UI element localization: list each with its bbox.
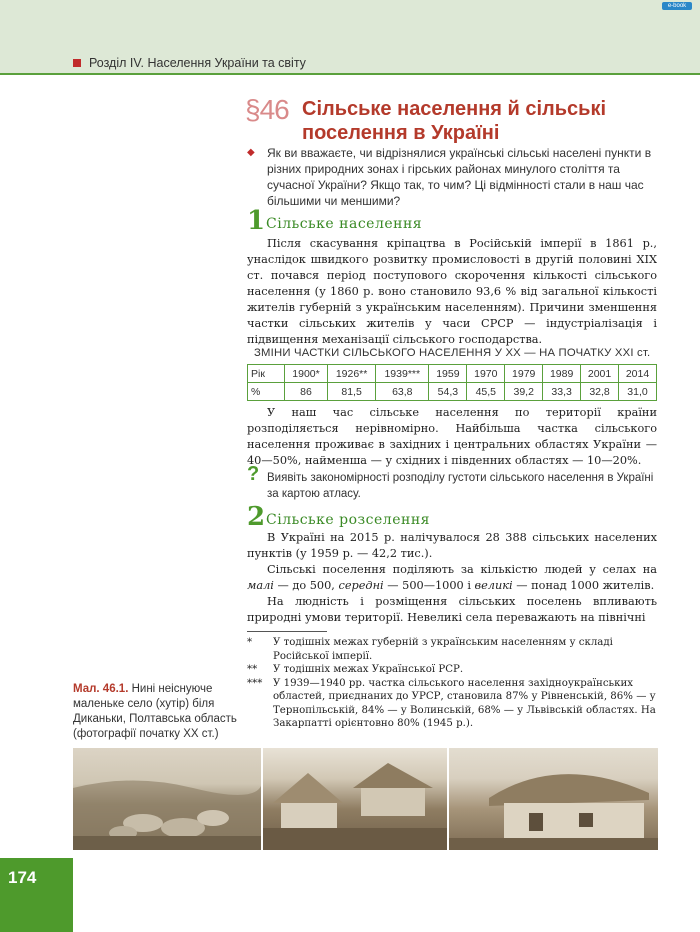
figure-caption: Мал. 46.1. Нині неіснуюче маленьке село (хутір) біля Диканьки, Полтавська область (фотографії початку XX ст.) bbox=[73, 683, 237, 740]
section2-number: 2 bbox=[247, 502, 266, 532]
header-rule bbox=[0, 73, 700, 75]
section-title: Розділ IV. Населення України та світу bbox=[73, 56, 306, 70]
table-row-values: % 86 81,5 63,8 54,3 45,5 39,2 33,3 32,8 31,0 bbox=[248, 383, 657, 401]
village-photo-1 bbox=[73, 748, 261, 850]
village-photo-2 bbox=[263, 748, 447, 850]
section2-title: Сільське розселення bbox=[266, 512, 430, 528]
publisher-logo: e-book bbox=[662, 2, 692, 10]
footnote: ** У тодішніх межах Української РСР. bbox=[247, 664, 464, 675]
diamond-bullet-icon: ◆ bbox=[247, 147, 255, 158]
section1-title: Сільське населення bbox=[266, 216, 423, 232]
village-photo-3 bbox=[449, 748, 658, 850]
footnote: *** У 1939—1940 рр. частка сільського населення західноукраїнських областей, приєднаних до УРСР, становила 87% у Рівненській, 86% — у Тернопільській, 84% — у Волинській, 68% — у Львівській областях. На Закарпатті орієнтовно 80% (1945 р.). bbox=[247, 677, 656, 729]
section1-number: 1 bbox=[247, 206, 266, 236]
question-2: ? Виявіть закономірності розподілу густоти сільського населення в Україні за картою атласу. bbox=[247, 463, 654, 500]
village-photo-2-drawing bbox=[263, 748, 447, 850]
rural-share-table bbox=[247, 364, 657, 401]
table-row-years: Рік 1900* 1926** 1939*** 1959 1970 1979 1989 2001 2014 bbox=[248, 365, 657, 383]
table-caption: ЗМІНИ ЧАСТКИ СІЛЬСЬКОГО НАСЕЛЕННЯ У XX — НА ПОЧАТКУ XXI ст. bbox=[254, 347, 651, 359]
section-marker-icon bbox=[73, 59, 81, 67]
footnotes bbox=[247, 636, 659, 731]
village-photo-3-drawing bbox=[449, 748, 658, 850]
footnote-divider bbox=[247, 631, 327, 632]
intro-question: ◆ Як ви вважаєте, чи відрізнялися українські сільські населені пункти в різних природних зонах і гірських районах минулого століття та сучасної України? Якщо так, то чим? Ці відмінності стали в наш час більшими чи меншими? bbox=[247, 146, 652, 208]
page-title: Сільське населення й сільські поселення в Україні bbox=[302, 98, 607, 144]
village-photo-1-drawing bbox=[73, 748, 261, 850]
section2-text: В Україні на 2015 р. налічувалося 28 388 сільських населених пунктів (у 1959 р. — 42,2 тис.). Сільські поселення поділяють за кількістю людей у селах на малі — до 500, середні — 500—1000 і великі — понад 1000 жителів. На людність і розміщення сільських поселень впливають природні умови території. Невеликі села переважають на північні bbox=[247, 531, 657, 624]
page-number: 174 bbox=[8, 868, 37, 887]
question-mark-icon: ? bbox=[247, 463, 260, 485]
section1-text-2: У наш час сільське населення по території країни розподіляється нерівномірно. Найбільша частка сільського населення проживає в західних і центральних областях України — 40—50%, найменша — у східних і південних областях — 10—20%. bbox=[247, 406, 657, 467]
section1-text: Після скасування кріпацтва в Російській імперії в 1861 р., унаслідок швидкого розвитку промисловості в другій половині XIX ст. почався період поступового скорочення кількості сільського населення (у 1860 р. воно становило 93,6 % від загальної кількості жителів губерній з українським населенням). Причини зменшення частки сільських жителів у часи СРСР — індустріалізація і підвищення механізації сільського господарства. bbox=[247, 237, 657, 346]
footnote: * У тодішніх межах губерній з українським населенням у складі Російської імперії. bbox=[247, 637, 613, 662]
paragraph-number: §46 bbox=[245, 94, 289, 125]
